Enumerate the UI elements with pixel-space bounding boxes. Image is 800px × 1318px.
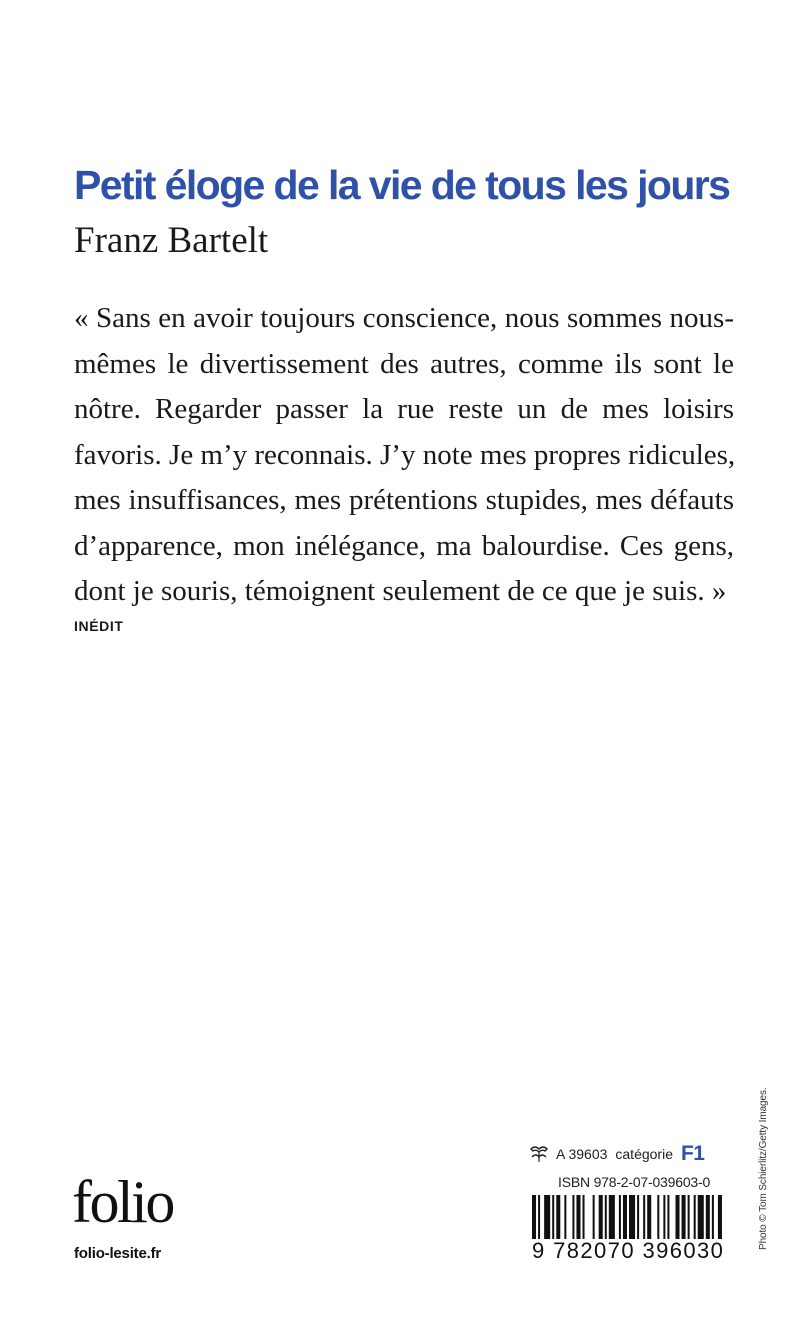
unpublished-label: INÉDIT [74,618,124,634]
barcode-bar [605,1195,607,1239]
isbn-number: ISBN 978-2-07-039603-0 [558,1174,711,1190]
publisher-website-link[interactable]: folio-lesite.fr [74,1245,162,1262]
barcode-bar [593,1195,595,1239]
catalog-code: A 39603 [556,1146,608,1162]
barcode-bar [712,1195,714,1239]
barcode-digits: 9 782070 396030 [532,1238,725,1263]
blurb-line: d’apparence, mon inélégance, ma balourdise. Ces gens, [74,529,734,562]
catalog-code-row [528,1141,724,1167]
gallimard-bird-icon [528,1144,550,1164]
barcode-bar [556,1195,560,1239]
barcode-bar [682,1195,686,1239]
barcode-bar [532,1195,536,1239]
barcode-bar [544,1195,550,1239]
category-value: F1 [680,1142,705,1165]
barcode-bar [663,1195,665,1239]
barcode-bar [564,1195,566,1239]
barcode-bar [698,1195,704,1239]
blurb-line: mêmes le divertissement des autres, comme ils sont le [74,347,734,380]
blurb-line: favoris. Je m’y reconnais. J’y note mes propres ridicules, [74,438,736,471]
book-author: Franz Bartelt [74,220,269,261]
barcode-bar [694,1195,696,1239]
blurb-line: mes insuffisances, mes prétentions stupides, mes défauts [74,484,734,516]
barcode-bar [552,1195,554,1239]
back-cover-blurb [74,296,734,615]
barcode-bar [688,1195,690,1239]
barcode-bar [572,1195,574,1239]
barcode-bar [576,1195,580,1239]
barcode-bar [647,1195,651,1239]
barcode-bar [667,1195,669,1239]
barcode-bar [609,1195,615,1239]
barcode-bar [643,1195,645,1239]
barcode-bar [657,1195,659,1239]
photo-credit: Photo © Tom Schierlitz/Getty Images. [758,1087,769,1250]
barcode-bar [675,1195,679,1239]
barcode-bar [706,1195,710,1239]
barcode-bar [538,1195,540,1239]
barcode-bar [623,1195,627,1239]
barcode-bar [637,1195,639,1239]
barcode-bar [599,1195,603,1239]
blurb-line: nôtre. Regarder passer la rue reste un de mes loisirs [74,393,734,425]
blurb-line: dont je souris, témoignent seulement de ce que je suis. » [74,575,727,607]
blurb-line: « Sans en avoir toujours conscience, nous sommes nous- [74,302,734,334]
barcode-bar [718,1195,722,1239]
barcode-bar [619,1195,621,1239]
barcode-bar [583,1195,585,1239]
category-label: catégorie [615,1146,673,1162]
barcode-bar [629,1195,635,1239]
book-title: Petit éloge de la vie de tous les jours [74,162,730,208]
folio-logo: folio [72,1169,173,1235]
